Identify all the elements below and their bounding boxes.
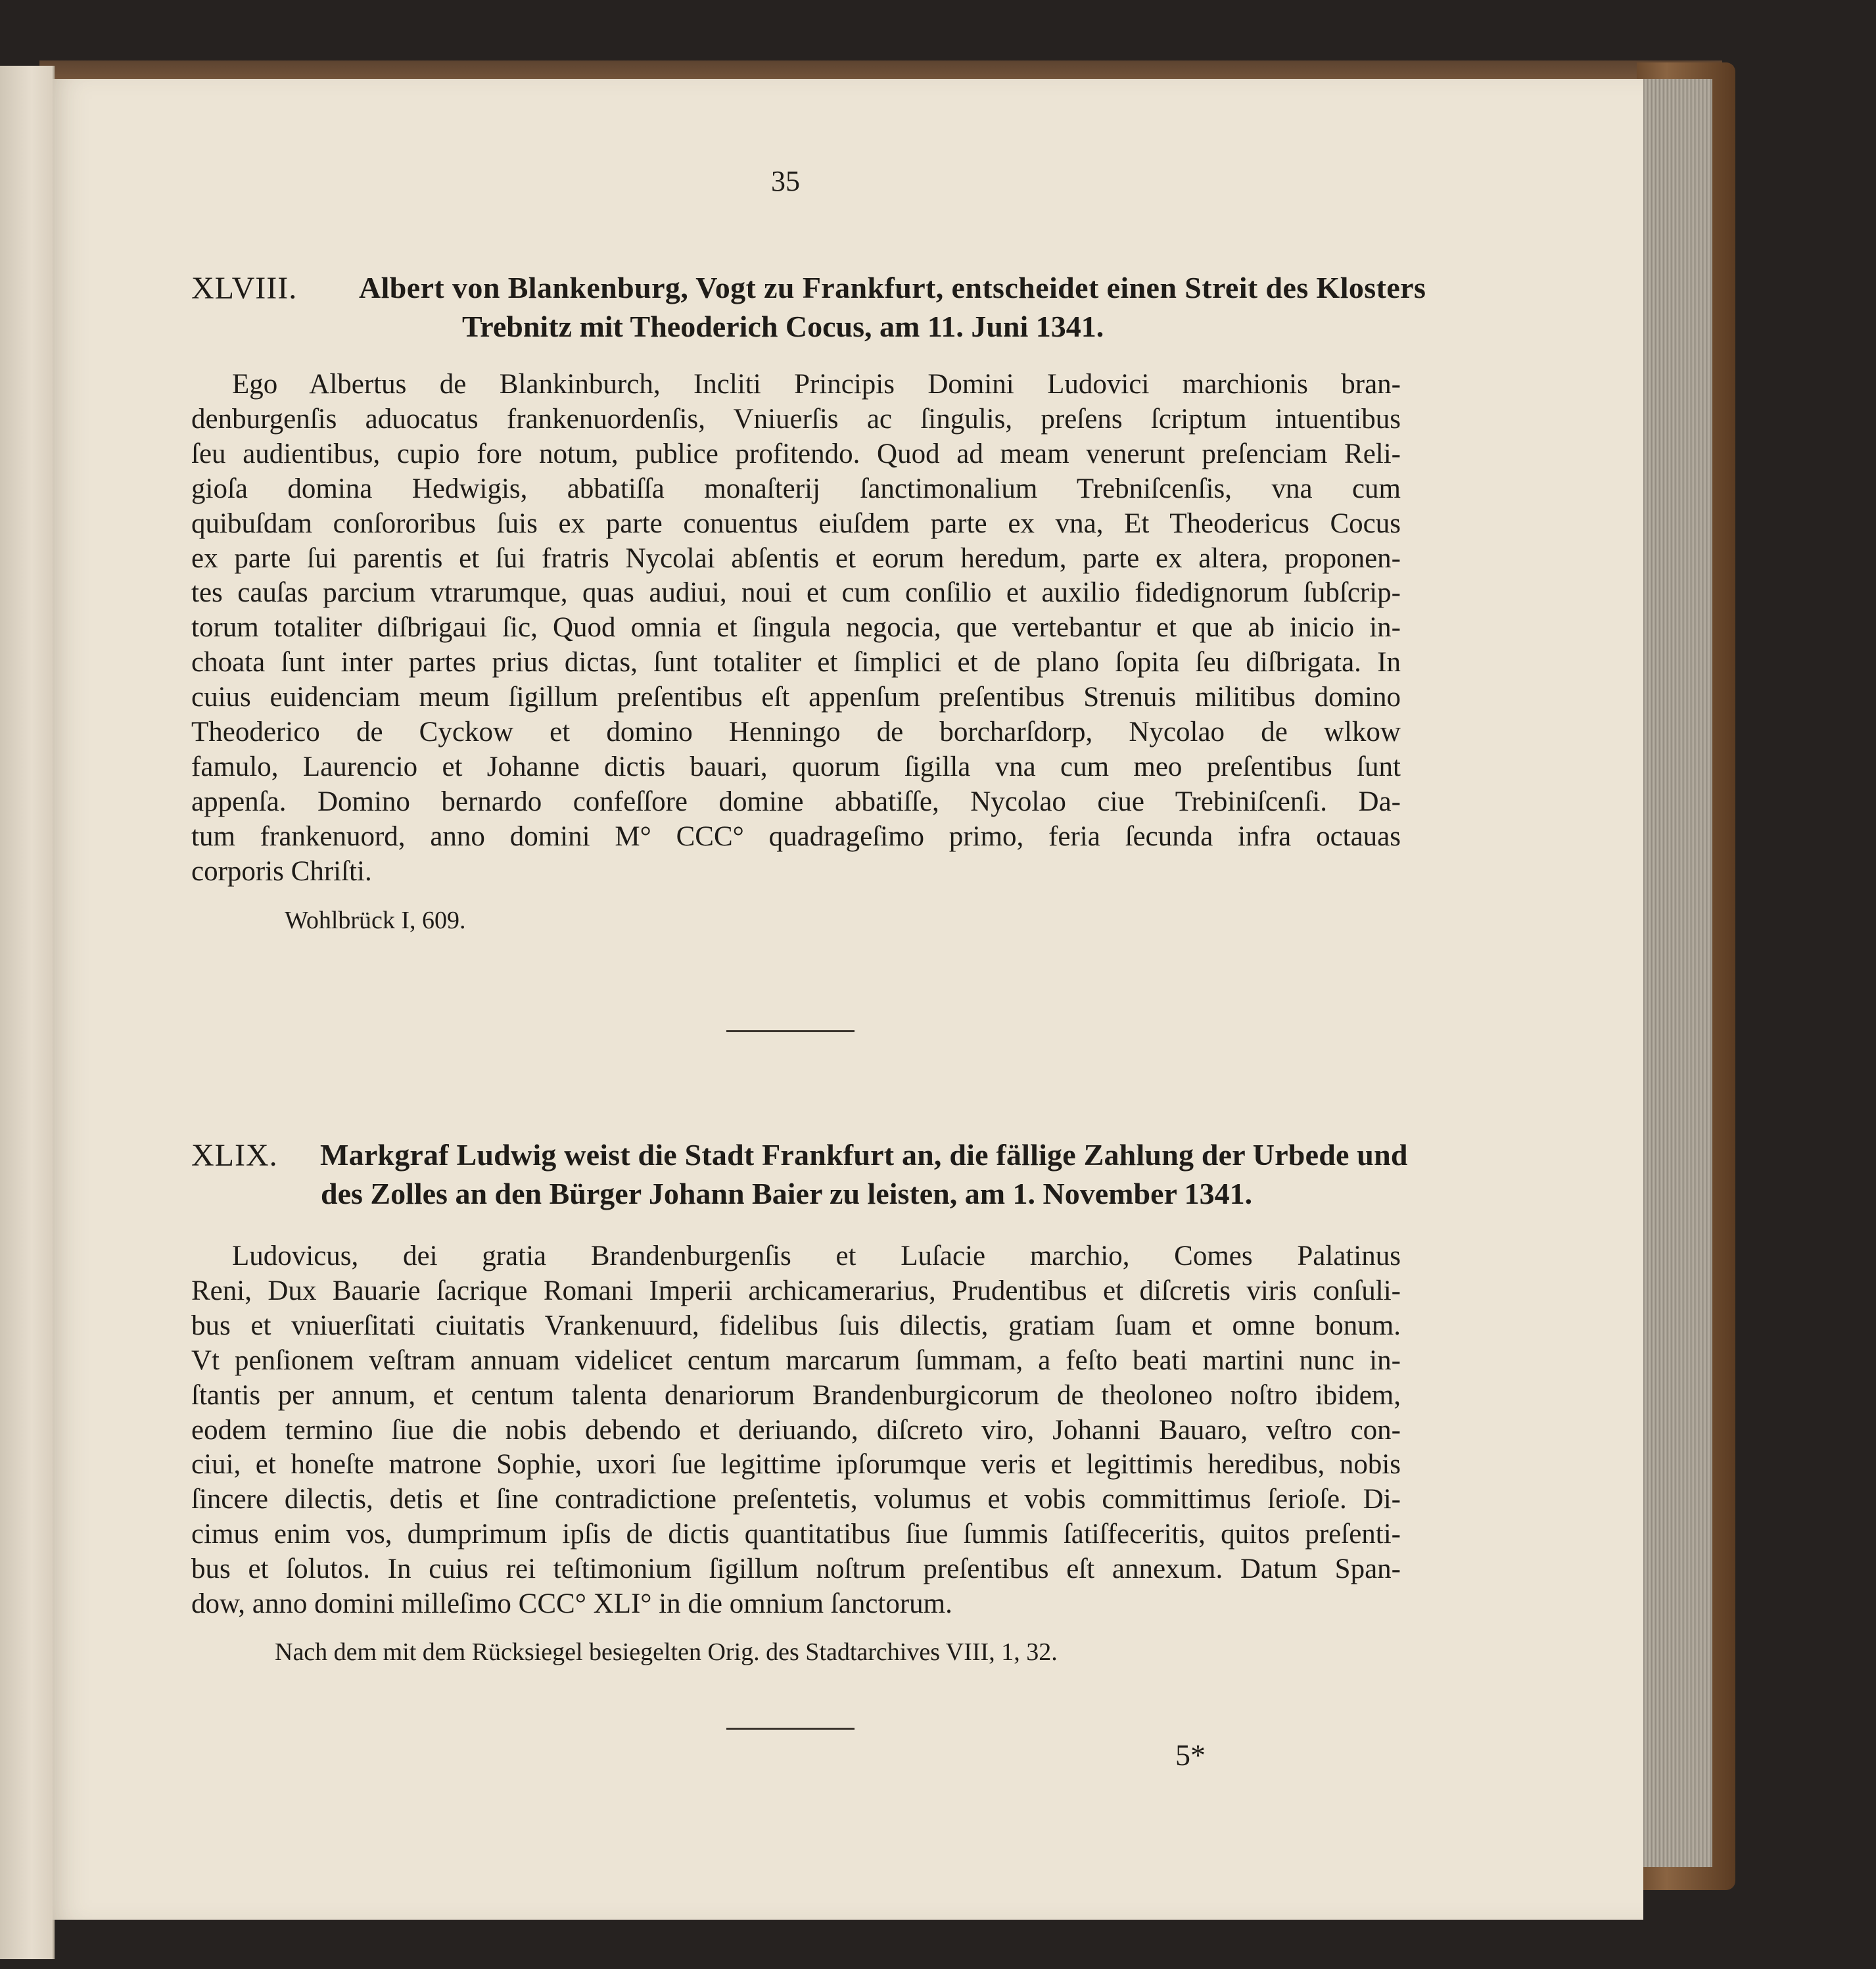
body-text-line: ſtantis per annum, et centum talenta denariorum Brandenburgicorum de theoloneo noſtro ibidem,: [191, 1379, 1401, 1411]
body-text-line: tum frankenuord, anno domini M° CCC° quadrageſimo primo, feria ſecunda infra octauas: [191, 820, 1401, 852]
body-text-line: ciui, et honeſte matrone Sophie, uxori ſue legittime ipſorumque veris et legittimis heredibus, nobis: [191, 1449, 1401, 1481]
body-text-line: Vt penſionem veſtram annuam videlicet centum marcarum ſummam, a feſto beati martini nunc in-: [191, 1344, 1401, 1376]
body-text-line: dow, anno domini milleſimo CCC° XLI° in die omnium ſanctorum.: [191, 1588, 952, 1619]
body-text-line: Reni, Dux Bauarie ſacrique Romani Imperii archicamerarius, Prudentibus et diſcretis viris conſuli-: [191, 1275, 1401, 1306]
page-fore-edge: [1640, 79, 1712, 1867]
body-text-line: torum totaliter diſbrigaui ſic, Quod omnia et ſingula negocia, que vertebantur et que ab inicio in-: [191, 612, 1401, 644]
body-text-line: famulo, Laurencio et Johanne dictis bauari, quorum ſigilla vna cum meo preſentibus ſunt: [191, 751, 1401, 782]
body-text-line: ſeu audientibus, cupio fore notum, publice profitendo. Quod ad meam venerunt preſenciam Reli-: [191, 438, 1401, 469]
source-note: Nach dem mit dem Rücksiegel besiegelten Orig. des Stadtarchives VIII, 1, 32.: [275, 1638, 1058, 1666]
section-divider: [726, 1728, 855, 1730]
body-text-line: Ludovicus, dei gratia Brandenburgenſis et Luſacie marchio, Comes Palatinus: [232, 1241, 1401, 1271]
source-note: Wohlbrück I, 609.: [285, 907, 466, 934]
body-text-line: eodem termino ſiue die nobis debendo et deriuando, diſcreto viro, Johanni Bauaro, veſtro con-: [191, 1414, 1401, 1446]
document-heading-line: Albert von Blankenburg, Vogt zu Frankfurt, entscheidet einen Streit des Klosters: [359, 271, 1426, 304]
body-text-line: gioſa domina Hedwigis, abbatiſſa monaſterij ſanctimonalium Trebniſcenſis, vna cum: [191, 473, 1401, 504]
body-text-line: cimus enim vos, dumprimum ipſis de dictis quantitatibus ſiue ſummis ſatiſfeceritis, quitos preſenti-: [191, 1519, 1401, 1550]
body-text-line: tes cauſas parcium vtrarumque, quas audiui, noui et cum conſilio et auxilio fidedignorum ſubſcrip-: [191, 577, 1401, 609]
document-heading-line: Trebnitz mit Theoderich Cocus, am 11. Juni 1341.: [462, 310, 1104, 343]
section-divider: [726, 1030, 855, 1032]
document-heading-line: des Zolles an den Bürger Johann Baier zu leisten, am 1. November 1341.: [321, 1177, 1253, 1210]
facing-page-edge: [0, 66, 55, 1959]
body-text-line: bus et ſolutos. In cuius rei teſtimonium ſigillum noſtrum preſentibus eſt annexum. Datum Span-: [191, 1554, 1401, 1585]
document-number: XLIX.: [191, 1138, 278, 1173]
body-text-line: appenſa. Domino bernardo confeſſore domine abbatiſſe, Nycolao ciue Trebiniſcenſi. Da-: [191, 786, 1401, 817]
body-text-line: Theoderico de Cyckow et domino Henningo de borcharſdorp, Nycolao de wlkow: [191, 717, 1401, 747]
body-text-line: ſincere dilectis, detis et ſine contradictione preſentetis, volumus et vobis committimus ſerioſe. Di-: [191, 1484, 1401, 1515]
body-text-line: ex parte ſui parentis et ſui fratris Nycolai abſentis et eorum heredum, parte ex altera, proponen-: [191, 542, 1401, 574]
body-text-line: quibuſdam conſororibus ſuis ex parte conuentus eiuſdem parte ex vna, Et Theodericus Cocus: [191, 508, 1401, 539]
page-number: 35: [771, 165, 800, 197]
document-heading-line: Markgraf Ludwig weist die Stadt Frankfurt an, die fällige Zahlung der Urbede und: [320, 1138, 1408, 1172]
body-text-line: cuius euidenciam meum ſigillum preſentibus eſt appenſum preſentibus Strenuis militibus domino: [191, 682, 1401, 713]
body-text-line: bus et vniuerſitati ciuitatis Vrankenuurd, fidelibus ſuis dilectis, gratiam ſuam et omne bonum.: [191, 1310, 1401, 1341]
document-number: XLVIII.: [191, 271, 298, 306]
body-text-line: denburgenſis aduocatus frankenuordenſis, Vniuerſis ac ſingulis, preſens ſcriptum intuentibus: [191, 403, 1401, 435]
signature-mark: 5*: [1175, 1738, 1206, 1772]
body-text-line: choata ſunt inter partes prius dictas, ſunt totaliter et ſimplici et de plano ſopita ſeu diſbrigata. In: [191, 647, 1401, 678]
body-text-line: Ego Albertus de Blankinburch, Incliti Principis Domini Ludovici marchionis bran-: [232, 369, 1401, 400]
body-text-line: corporis Chriſti.: [191, 855, 372, 887]
